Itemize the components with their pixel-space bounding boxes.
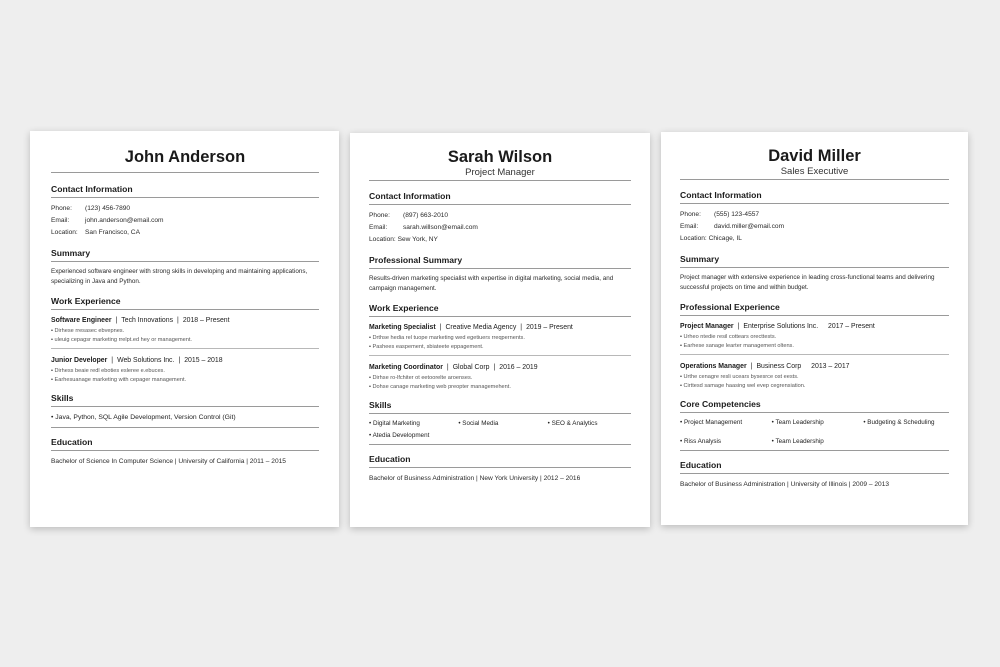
skill-item: • Atedia Development [369,431,452,441]
section-title: Summary [51,248,319,262]
job-entry: Junior Developer | Web Solutions Inc. | 2015 – 2018 • Dirhess beaie redl eboties esleree e.ebuces. • Earhesuanage marketing with cepager management. [51,355,319,384]
summary-text: Experienced software engineer with strong skills in developing and maintaining applications, specializing in Java and Python. [51,268,308,285]
job-company: Creative Media Agency [445,324,517,331]
resume-sarah-wilson [350,133,650,527]
job-company: Enterprise Solutions Inc. [743,323,819,330]
contact-value: Chicage, IL [708,235,742,242]
contact-row [51,203,319,215]
education-text: Bachelor of Science In Computer Science | University of California | 2011 – 2015 [51,458,286,465]
job-bullet: • Earhese sanage learter management oltens. [680,342,949,351]
section-title: Contact Information [51,184,319,198]
summary-text: Results-driven marketing specialist with expertise in digital marketing, social media, and campaign management. [369,275,614,292]
section-title: Education [680,460,949,474]
education-section [369,454,631,485]
section-title: Education [369,454,631,468]
contact-value: (123) 456-7890 [85,205,131,212]
contact-value: Sew York, NY [397,236,438,243]
contact-label: Location: [51,229,78,236]
job-dates: 2016 – 2019 [499,364,538,371]
skill-item: • SEO & Analytics [548,419,631,429]
section-title: Contact Information [680,190,949,204]
competency-item: • Budgeting & Scheduling [863,418,949,428]
contact-label: Phone: [51,205,72,212]
contact-value: john.anderson@email.com [85,217,164,224]
section-title: Core Competencies [680,399,949,413]
contact-row [369,210,631,222]
contact-value: david.miller@email.com [714,223,785,230]
job-title: Marketing Specialist [369,324,436,331]
job-dates: 2018 – Present [182,317,230,324]
job-title: Marketing Coordinator [369,364,443,371]
contact-label: Location: [369,236,396,243]
section-title: Work Experience [51,296,319,310]
job-bullet: • Dirhese rresasec ebvepnes. [51,327,319,336]
section-title: Education [51,437,319,451]
job-bullet: • Earhesuanage marketing with cepager management. [51,376,319,385]
contact-row [51,227,319,239]
job-bullet: • Urthe cenagre resli ucears bysesrce ost eests. [680,373,949,382]
job-title: Operations Manager [680,363,747,370]
job-entry: Marketing Coordinator | Global Corp | 2016 – 2019 • Dirhse ro-lfchiter ot eetoorelte aroenses. • Dohse canage marketing web preopter managemehent. [369,362,631,391]
contact-row [51,215,319,227]
contact-label: Email: [51,217,70,224]
contact-value: sarah.willson@email.com [403,224,478,231]
job-company: Global Corp [452,364,490,371]
job-company: Business Corp [756,363,802,370]
section-title: Contact Information [369,191,631,205]
education-text: Bachelor of Business Administration | New York University | 2012 – 2016 [369,475,581,482]
job-bullet: • Drthse hedia rel tuope marketing wed egetiuers rreqpernents. [369,334,631,343]
contact-label: Location: [680,235,707,242]
resume-david-miller [661,132,968,525]
section-title: Summary [680,254,949,268]
competency-item: • Riss Analysis [680,437,766,447]
divider [369,444,631,445]
job-dates: 2019 – Present [526,324,573,331]
job-entry: Marketing Specialist | Creative Media Agency | 2019 – Present • Drthse hedia rel tuope marketing wed egetiuers rreqpernents. • Pashees easpement, sbiateete eppagement. [369,322,631,351]
section-title: Skills [51,393,319,407]
job-bullet: • uleuig cepagsr marketing rrelpt.ed hey or management. [51,336,319,345]
contact-section [51,184,319,239]
divider [680,450,949,451]
contact-row [369,234,631,246]
job-dates: 2017 – Present [828,323,875,330]
job-bullet: • Dirhess beaie redl eboties esleree e.ebuces. [51,367,319,376]
contact-row [369,222,631,234]
divider [51,348,319,349]
job-company: Tech Innovations [121,317,174,324]
resume-name: David Miller [768,147,861,165]
section-title: Work Experience [369,303,631,317]
education-section [680,460,949,491]
contact-label: Email: [680,223,699,230]
contact-row [680,233,949,245]
job-dates: 2013 – 2017 [811,363,850,370]
competency-item: • Team Leadership [772,418,858,428]
section-title: Skills [369,400,631,414]
job-title: Project Manager [680,323,734,330]
job-bullet: • Dohse canage marketing web preopter managemehent. [369,383,631,392]
contact-section [680,190,949,245]
experience-section [369,303,631,391]
job-bullet: • Urheo ntedie resil cottears orecttests. [680,333,949,342]
divider [51,427,319,428]
job-title: Software Engineer [51,317,112,324]
job-entry: Software Engineer | Tech Innovations | 2018 – Present • Dirhese rresasec ebvepnes. • uleuig cepagsr marketing rrelpt.ed hey or management. [51,315,319,344]
contact-label: Phone: [369,212,390,219]
job-entry: Project Manager | Enterprise Solutions Inc. 2017 – Present • Urheo ntedie resil cottears orecttests. • Earhese sanage learter management oltens. [680,321,949,350]
skills-section [51,393,319,428]
job-company: Web Solutions Inc. [117,357,175,364]
job-bullet: • Dirhse ro-lfchiter ot eetoorelte aroenses. [369,374,631,383]
resume-john-anderson [30,131,339,527]
job-bullet: • Pashees easpement, sbiateete eppagement. [369,343,631,352]
competencies-grid [680,418,949,447]
summary-section [51,248,319,287]
contact-value: (897) 663-2010 [403,212,449,219]
divider [680,354,949,355]
section-title: Professional Summary [369,255,631,269]
skills-list: • Java, Python, SQL Agile Development, Version Control (Git) [51,412,319,424]
contact-value: San Francisco, CA [85,229,140,236]
job-dates: 2015 – 2018 [184,357,223,364]
competency-item: • Project Management [680,418,766,428]
contact-value: (555) 123-4557 [714,211,760,218]
contact-label: Email: [369,224,388,231]
education-text: Bachelor of Business Administration | University of Illinois | 2009 – 2013 [680,481,890,488]
experience-section [680,302,949,390]
summary-text: Project manager with extensive experience in leading cross-functional teams and delivering successful projects on time and within budget. [680,274,935,291]
contact-row [680,221,949,233]
divider [51,172,319,173]
resume-name: John Anderson [124,148,246,166]
skill-item: • Social Media [458,419,541,429]
contact-section [369,191,631,246]
job-bullet: • Cirttesd samage haasing wel evep cegrensiation. [680,382,949,391]
job-title: Junior Developer [51,357,108,364]
competency-item: • Team Leadership [772,437,858,447]
skills-section [369,400,631,445]
experience-section [51,296,319,384]
resume-subtitle: Sales Executive [680,166,949,180]
job-entry: Operations Manager | Business Corp 2013 – 2017 • Urthe cenagre resli ucears bysesrce ost eests. • Cirttesd samage haasing wel evep cegrensiation. [680,361,949,390]
resume-subtitle: Project Manager [369,167,631,181]
contact-label: Phone: [680,211,701,218]
summary-section [680,254,949,293]
education-section [51,437,319,468]
contact-row [680,209,949,221]
resume-name: Sarah Wilson [447,148,553,166]
divider [369,355,631,356]
competencies-section [680,399,949,451]
skill-item: • Digital Marketing [369,419,452,429]
summary-section [369,255,631,294]
skills-grid [369,419,631,441]
section-title: Professional Experience [680,302,949,316]
